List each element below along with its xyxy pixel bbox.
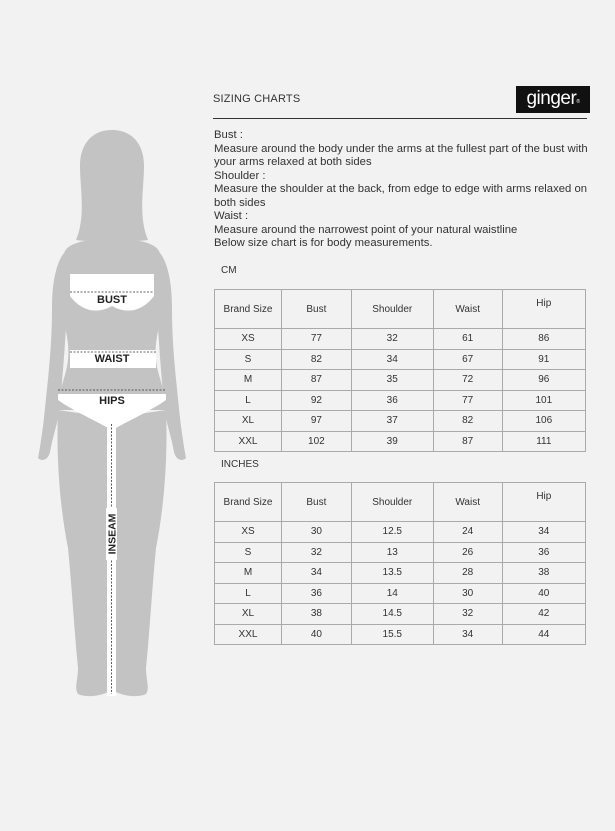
cell-shoulder: 14	[351, 583, 433, 604]
cell-hip: 111	[502, 431, 585, 452]
cell-hip: 36	[502, 542, 585, 563]
cell-waist: 28	[433, 563, 502, 584]
cell-size: XXL	[215, 624, 282, 645]
cell-shoulder: 14.5	[351, 604, 433, 625]
cell-bust: 87	[282, 370, 352, 391]
column-header-waist: Waist	[433, 483, 502, 522]
table-row	[215, 370, 586, 391]
brand-registered-mark: ®	[576, 99, 580, 105]
cell-waist: 87	[433, 431, 502, 452]
page-title: SIZING CHARTS	[213, 93, 301, 105]
cell-hip: 86	[502, 329, 585, 350]
table-row	[215, 583, 586, 604]
cell-size: S	[215, 349, 282, 370]
cell-shoulder: 34	[351, 349, 433, 370]
cell-waist: 61	[433, 329, 502, 350]
body-silhouette-figure	[30, 128, 195, 700]
header-divider	[213, 118, 587, 119]
cell-bust: 92	[282, 390, 352, 411]
cell-waist: 67	[433, 349, 502, 370]
hips-label: HIPS	[99, 395, 125, 407]
cell-size: XL	[215, 604, 282, 625]
cell-bust: 30	[282, 522, 352, 543]
cell-waist: 32	[433, 604, 502, 625]
cell-hip: 96	[502, 370, 585, 391]
cell-shoulder: 35	[351, 370, 433, 391]
cell-bust: 77	[282, 329, 352, 350]
column-header-hip: Hip	[502, 483, 585, 522]
table-row	[215, 542, 586, 563]
cell-size: S	[215, 542, 282, 563]
cell-size: XS	[215, 329, 282, 350]
cell-hip: 40	[502, 583, 585, 604]
cell-bust: 82	[282, 349, 352, 370]
cell-waist: 77	[433, 390, 502, 411]
table-row	[215, 563, 586, 584]
cell-hip: 101	[502, 390, 585, 411]
inseam-label: INSEAM	[106, 513, 119, 555]
cm-unit-label: CM	[221, 265, 237, 276]
cell-shoulder: 13	[351, 542, 433, 563]
table-row	[215, 411, 586, 432]
bust-heading: Bust :	[214, 129, 243, 141]
brand-logo	[516, 86, 590, 113]
cell-bust: 102	[282, 431, 352, 452]
cell-bust: 32	[282, 542, 352, 563]
cell-hip: 106	[502, 411, 585, 432]
table-row	[215, 431, 586, 452]
measurement-instructions	[214, 129, 592, 251]
cm-size-table	[214, 289, 586, 452]
cell-size: M	[215, 370, 282, 391]
table-header-row	[215, 290, 586, 329]
column-header-waist: Waist	[433, 290, 502, 329]
torso-shape	[58, 239, 166, 411]
cell-bust: 38	[282, 604, 352, 625]
cell-hip: 34	[502, 522, 585, 543]
cell-hip: 38	[502, 563, 585, 584]
cell-bust: 34	[282, 563, 352, 584]
cell-shoulder: 36	[351, 390, 433, 411]
cell-bust: 40	[282, 624, 352, 645]
cell-size: XXL	[215, 431, 282, 452]
cell-hip: 91	[502, 349, 585, 370]
cell-waist: 24	[433, 522, 502, 543]
neck-shape	[102, 214, 122, 240]
cell-hip: 42	[502, 604, 585, 625]
right-leg-shape	[112, 410, 167, 696]
cell-size: XS	[215, 522, 282, 543]
column-header-brand-size: Brand Size	[215, 290, 282, 329]
cell-waist: 82	[433, 411, 502, 432]
cell-waist: 34	[433, 624, 502, 645]
table-header-row	[215, 483, 586, 522]
bust-instruction: Measure around the body under the arms at the fullest part of the bust with your arms relaxed at both sides	[214, 142, 588, 168]
shoulder-heading: Shoulder :	[214, 169, 266, 182]
table-row	[215, 390, 586, 411]
cell-size: L	[215, 583, 282, 604]
inches-unit-label: INCHES	[221, 459, 259, 470]
table-row	[215, 329, 586, 350]
table-row	[215, 522, 586, 543]
table-row	[215, 349, 586, 370]
cell-shoulder: 13.5	[351, 563, 433, 584]
column-header-shoulder: Shoulder	[351, 290, 433, 329]
table-row	[215, 604, 586, 625]
shoulder-instruction: Measure the shoulder at the back, from edge to edge with arms relaxed on both sides	[214, 183, 588, 209]
column-header-shoulder: Shoulder	[351, 483, 433, 522]
cell-shoulder: 32	[351, 329, 433, 350]
cell-waist: 30	[433, 583, 502, 604]
table-row	[215, 624, 586, 645]
cell-hip: 44	[502, 624, 585, 645]
column-header-brand-size: Brand Size	[215, 483, 282, 522]
cell-waist: 72	[433, 370, 502, 391]
cell-shoulder: 12.5	[351, 522, 433, 543]
cell-size: M	[215, 563, 282, 584]
chart-note: Below size chart is for body measurements.	[214, 237, 433, 249]
waist-heading: Waist :	[214, 210, 249, 222]
waist-label: WAIST	[94, 353, 130, 365]
bust-label: BUST	[97, 294, 127, 306]
waist-instruction: Measure around the narrowest point of your natural waistline	[214, 223, 518, 236]
cell-shoulder: 39	[351, 431, 433, 452]
cell-shoulder: 37	[351, 411, 433, 432]
brand-name: ginger	[526, 88, 577, 109]
left-leg-shape	[57, 410, 112, 696]
column-header-bust: Bust	[282, 483, 352, 522]
column-header-bust: Bust	[282, 290, 352, 329]
cell-bust: 36	[282, 583, 352, 604]
cell-size: XL	[215, 411, 282, 432]
cell-bust: 97	[282, 411, 352, 432]
cell-waist: 26	[433, 542, 502, 563]
column-header-hip: Hip	[502, 290, 585, 329]
inches-size-table	[214, 482, 586, 645]
cell-size: L	[215, 390, 282, 411]
cell-shoulder: 15.5	[351, 624, 433, 645]
